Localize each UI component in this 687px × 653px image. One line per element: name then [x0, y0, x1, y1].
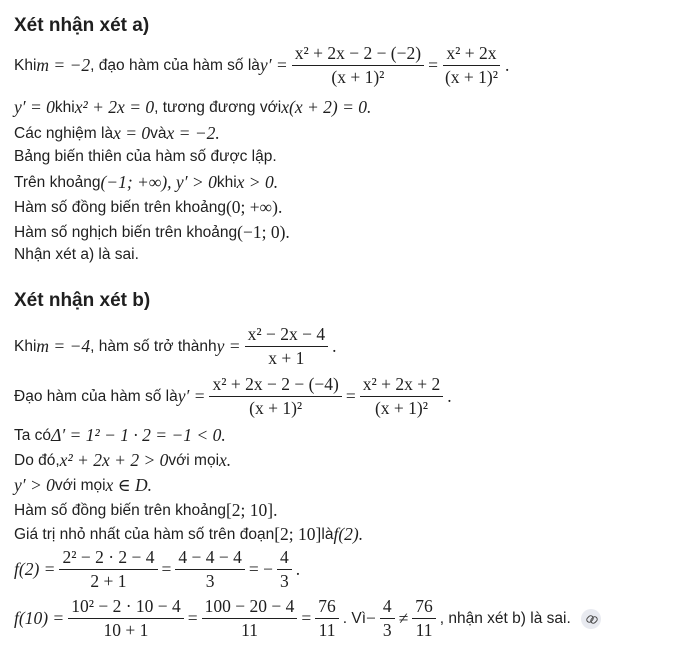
fraction: $\frac{\text{10² − 2 · 10 − 4}}{10 + 1}$: [68, 597, 184, 641]
fraction: $\frac{\text{2² − 2 · 2 − 4}}{2 + 1}$: [59, 548, 157, 592]
fraction: $\frac{\text{x² + 2x − 2 − (−4)}}{\text{(x + 1)²}}$: [209, 375, 341, 419]
fraction: $\frac{4}{3}$: [380, 597, 395, 641]
section-a-line-5: Trên khoảng (−1; +∞), y′ > 0 khi x > 0.: [14, 172, 279, 192]
section-a-conclusion: Nhận xét a) là sai.: [14, 246, 139, 263]
section-b-line-5: y′ > 0 với mọi x ∈ D.: [14, 475, 153, 495]
fraction: $\frac{100 - 20 - 4}{11}$: [202, 597, 298, 641]
section-b-title: Xét nhận xét b): [14, 290, 151, 311]
section-b-f10-line: f(10) = $\frac{\text{10² − 2 · 10 − 4}}{10 + 1}$ = $\frac{100 - 20 - 4}{11}$ = $\frac{76}{11}$ . Vì − $\frac{4}{3}$ ≠ $\frac{76}{11}$ , nhận xét b) là sai.: [14, 597, 601, 641]
fraction: $\frac{4 - 4 - 4}{3}$: [175, 548, 245, 592]
section-a-line-3: Các nghiệm là x = 0 và x = −2.: [14, 123, 220, 143]
section-a-derivative-line: Khi m = −2 , đạo hàm của hàm số là y′ = $\frac{\text{x² + 2x − 2 − (−2)}}{\text{(x + 1)²}}$ = $\frac{\text{x² + 2x}}{\text{(x + 1)²}}$ .: [14, 43, 510, 88]
fraction: $\frac{4}{3}$: [277, 548, 292, 592]
section-a-line-2: y′ = 0 khi x² + 2x = 0 , tương đương với x(x + 2) = 0.: [14, 97, 372, 117]
fraction: $\frac{76}{11}$: [412, 597, 436, 641]
fraction: $\frac{\text{x² + 2x − 2 − (−2)}}{\text{(x + 1)²}}$: [292, 44, 424, 88]
section-a-line-7: Hàm số nghịch biến trên khoảng (−1; 0).: [14, 222, 290, 242]
fraction: $\frac{76}{11}$: [315, 597, 339, 641]
section-b-line-3: Ta có Δ′ = 1² − 1 · 2 = −1 < 0.: [14, 425, 226, 445]
fraction: $\frac{\text{x² + 2x}}{\text{(x + 1)²}}$: [444, 43, 498, 88]
section-a-line-4: Bảng biến thiên của hàm số được lập.: [14, 148, 277, 165]
fraction: $\frac{\text{x² + 2x + 2}}{\text{(x + 1)²}}$: [360, 375, 444, 419]
link-icon[interactable]: [581, 609, 601, 629]
section-a-title: Xét nhận xét a): [14, 15, 150, 36]
section-a-line-6: Hàm số đồng biến trên khoảng (0; +∞).: [14, 197, 283, 217]
fraction: $\frac{\text{x² − 2x − 4}}{x + 1}$: [245, 325, 329, 369]
section-b-f2-line: f(2) = $\frac{\text{2² − 2 · 2 − 4}}{2 + 1}$ = $\frac{4 - 4 - 4}{3}$ = − $\frac{4}{3}$ .: [14, 547, 301, 592]
section-b-function-line: Khi m = −4 , hàm số trở thành y = $\frac{\text{x² − 2x − 4}}{x + 1}$ .: [14, 324, 337, 369]
section-b-line-4: Do đó, x² + 2x + 2 > 0 với mọi x.: [14, 450, 232, 470]
section-b-derivative-line: Đạo hàm của hàm số là y′ = $\frac{\text{x² + 2x − 2 − (−4)}}{\text{(x + 1)²}}$ = $\frac{\text{x² + 2x + 2}}{\text{(x + 1)²}}$ .: [14, 374, 452, 419]
section-b-line-6: Hàm số đồng biến trên khoảng [2; 10].: [14, 500, 278, 520]
section-b-line-7: Giá trị nhỏ nhất của hàm số trên đoạn [2; 10] là f(2).: [14, 524, 364, 544]
